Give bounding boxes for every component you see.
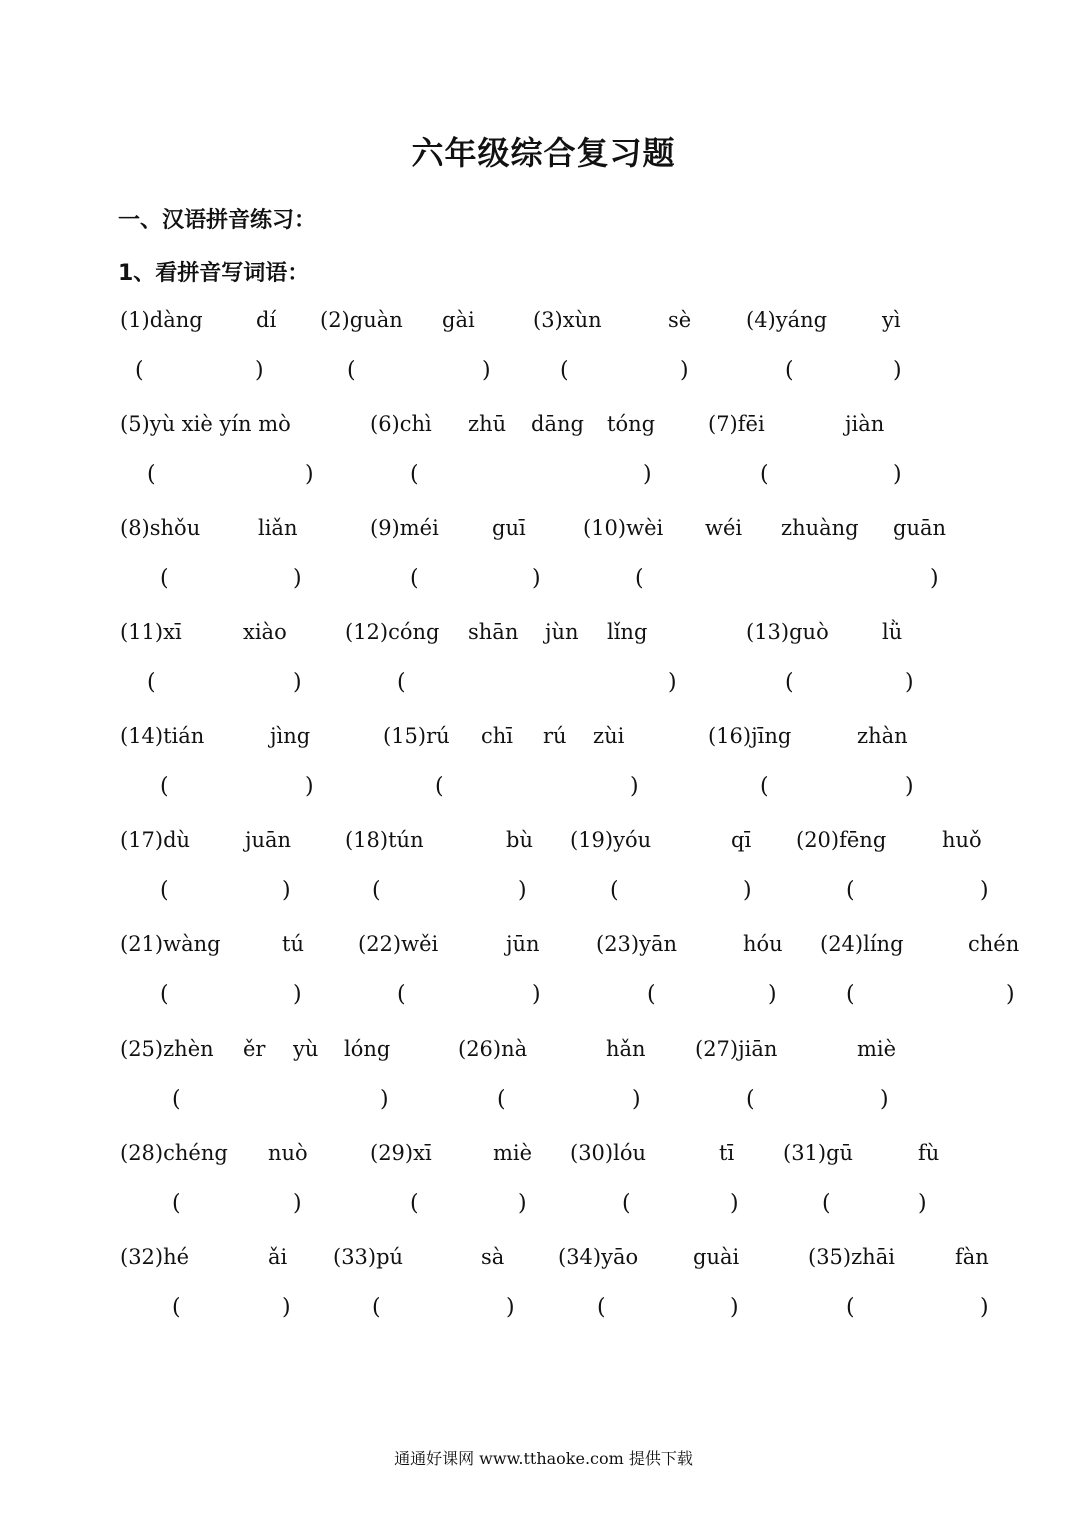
pinyin-word: dí — [256, 308, 277, 332]
answer-blank-close: ) — [305, 462, 314, 487]
pinyin-word: jūn — [506, 932, 540, 956]
answer-blank-open: ( — [785, 670, 794, 695]
answer-blank-close: ) — [255, 358, 264, 383]
answer-blank-close: ) — [980, 1295, 989, 1320]
answer-blank-open: ( — [147, 670, 156, 695]
answer-blank-close: ) — [506, 1295, 515, 1320]
answer-blank-close: ) — [532, 566, 541, 591]
pinyin-word: yì — [882, 308, 901, 332]
pinyin-word: lóng — [344, 1037, 391, 1061]
answer-blank-close: ) — [643, 462, 652, 487]
pinyin-word: tóng — [607, 412, 656, 436]
sub-heading: 1、看拼音写词语： — [118, 261, 310, 286]
answer-blank-open: ( — [647, 982, 656, 1007]
answer-blank-open: ( — [822, 1191, 831, 1216]
answer-blank-close: ) — [730, 1191, 739, 1216]
section-heading: 一、汉语拼音练习： — [118, 208, 317, 233]
pinyin-word: (35)zhāi — [808, 1245, 895, 1269]
answer-blank-close: ) — [482, 358, 491, 383]
pinyin-word: (22)wěi — [358, 932, 439, 956]
answer-blank-close: ) — [743, 878, 752, 903]
pinyin-word: tú — [282, 932, 304, 956]
pinyin-word: (1)dàng — [120, 308, 203, 332]
answer-blank-open: ( — [846, 982, 855, 1007]
answer-blank-open: ( — [372, 1295, 381, 1320]
answer-blank-close: ) — [293, 1191, 302, 1216]
pinyin-word: (25)zhèn — [120, 1037, 214, 1061]
pinyin-word: (29)xī — [370, 1141, 432, 1165]
pinyin-word: (23)yān — [596, 932, 678, 956]
pinyin-word: lǜ — [882, 620, 903, 644]
pinyin-word: (30)lóu — [570, 1141, 646, 1165]
answer-blank-open: ( — [160, 982, 169, 1007]
pinyin-word: sà — [481, 1245, 505, 1269]
answer-blank-close: ) — [980, 878, 989, 903]
answer-blank-close: ) — [632, 1087, 641, 1112]
answer-blank-open: ( — [785, 358, 794, 383]
pinyin-word: bù — [506, 828, 533, 852]
answer-blank-close: ) — [668, 670, 677, 695]
pinyin-word: xiào — [243, 620, 287, 644]
answer-blank-open: ( — [760, 774, 769, 799]
answer-blank-open: ( — [160, 566, 169, 591]
pinyin-word: (20)fēng — [796, 828, 887, 852]
pinyin-word: (8)shǒu — [120, 516, 201, 540]
answer-blank-open: ( — [172, 1087, 181, 1112]
answer-blank-close: ) — [680, 358, 689, 383]
answer-blank-open: ( — [610, 878, 619, 903]
pinyin-word: chī — [481, 724, 514, 748]
answer-blank-close: ) — [293, 566, 302, 591]
pinyin-word: wéi — [705, 516, 743, 540]
pinyin-word: yù — [293, 1037, 319, 1061]
pinyin-word: sè — [668, 308, 692, 332]
answer-blank-close: ) — [893, 358, 902, 383]
answer-blank-close: ) — [282, 878, 291, 903]
pinyin-word: (28)chéng — [120, 1141, 228, 1165]
pinyin-word: zùi — [593, 724, 625, 748]
answer-blank-close: ) — [630, 774, 639, 799]
pinyin-word: qī — [731, 828, 752, 852]
pinyin-word: zhū — [468, 412, 507, 436]
pinyin-word: guān — [893, 516, 947, 540]
pinyin-word: (12)cóng — [345, 620, 440, 644]
pinyin-word: jiàn — [845, 412, 885, 436]
pinyin-word: guài — [693, 1245, 740, 1269]
pinyin-word: tī — [719, 1141, 735, 1165]
pinyin-word: ǎi — [268, 1245, 288, 1269]
answer-blank-close: ) — [282, 1295, 291, 1320]
pinyin-word: (26)nà — [458, 1037, 528, 1061]
pinyin-word: (9)méi — [370, 516, 439, 540]
pinyin-word: guī — [492, 516, 526, 540]
answer-blank-open: ( — [435, 774, 444, 799]
pinyin-word: ěr — [243, 1037, 266, 1061]
pinyin-word: liǎn — [258, 516, 298, 540]
pinyin-word: (13)guò — [746, 620, 829, 644]
answer-blank-close: ) — [532, 982, 541, 1007]
answer-blank-close: ) — [768, 982, 777, 1007]
pinyin-word: jùn — [545, 620, 579, 644]
answer-blank-open: ( — [347, 358, 356, 383]
answer-blank-close: ) — [730, 1295, 739, 1320]
pinyin-word: chén — [968, 932, 1020, 956]
pinyin-word: dāng — [531, 412, 584, 436]
page-title: 六年级综合复习题 — [411, 134, 676, 172]
pinyin-word: (16)jīng — [708, 724, 792, 748]
pinyin-word: (31)gū — [783, 1141, 854, 1165]
answer-blank-close: ) — [518, 1191, 527, 1216]
pinyin-word: (6)chì — [370, 412, 432, 436]
answer-blank-close: ) — [293, 670, 302, 695]
pinyin-word: miè — [857, 1037, 897, 1061]
pinyin-word: (14)tián — [120, 724, 205, 748]
pinyin-word: juān — [245, 828, 292, 852]
pinyin-word: (17)dù — [120, 828, 191, 852]
pinyin-word: (2)guàn — [320, 308, 403, 332]
answer-blank-open: ( — [635, 566, 644, 591]
pinyin-word: hǎn — [606, 1037, 646, 1061]
answer-blank-open: ( — [147, 462, 156, 487]
pinyin-word: miè — [493, 1141, 533, 1165]
pinyin-word: (34)yāo — [558, 1245, 639, 1269]
answer-blank-close: ) — [380, 1087, 389, 1112]
answer-blank-close: ) — [305, 774, 314, 799]
pinyin-word: (5)yù xiè yín mò — [120, 412, 291, 436]
answer-blank-open: ( — [560, 358, 569, 383]
pinyin-word: (15)rú — [383, 724, 450, 748]
answer-blank-close: ) — [880, 1087, 889, 1112]
answer-blank-open: ( — [622, 1191, 631, 1216]
answer-blank-close: ) — [905, 774, 914, 799]
answer-blank-close: ) — [1006, 982, 1015, 1007]
pinyin-word: zhuàng — [781, 516, 859, 540]
answer-blank-open: ( — [410, 566, 419, 591]
pinyin-word: (32)hé — [120, 1245, 190, 1269]
pinyin-word: (3)xùn — [533, 308, 602, 332]
answer-blank-open: ( — [597, 1295, 606, 1320]
pinyin-word: zhàn — [857, 724, 908, 748]
pinyin-word: (4)yáng — [746, 308, 828, 332]
pinyin-word: huǒ — [942, 828, 982, 852]
answer-blank-open: ( — [397, 670, 406, 695]
pinyin-word: (18)tún — [345, 828, 424, 852]
pinyin-word: (21)wàng — [120, 932, 221, 956]
pinyin-word: fù — [918, 1141, 940, 1165]
pinyin-word: jìng — [270, 724, 311, 748]
pinyin-word: (27)jiān — [695, 1037, 778, 1061]
answer-blank-open: ( — [846, 1295, 855, 1320]
pinyin-word: lǐng — [607, 620, 648, 644]
answer-blank-open: ( — [846, 878, 855, 903]
answer-blank-open: ( — [410, 1191, 419, 1216]
answer-blank-open: ( — [160, 878, 169, 903]
answer-blank-open: ( — [372, 878, 381, 903]
answer-blank-open: ( — [497, 1087, 506, 1112]
pinyin-word: gài — [442, 308, 475, 332]
answer-blank-close: ) — [905, 670, 914, 695]
pinyin-word: (10)wèi — [583, 516, 664, 540]
pinyin-word: hóu — [743, 932, 783, 956]
answer-blank-open: ( — [410, 462, 419, 487]
pinyin-word: (11)xī — [120, 620, 182, 644]
pinyin-word: (19)yóu — [570, 828, 652, 852]
footer-credit: 通通好课网 www.tthaoke.com 提供下载 — [394, 1449, 693, 1468]
answer-blank-close: ) — [293, 982, 302, 1007]
answer-blank-open: ( — [397, 982, 406, 1007]
answer-blank-open: ( — [172, 1191, 181, 1216]
pinyin-word: shān — [468, 620, 519, 644]
pinyin-word: (24)líng — [820, 932, 904, 956]
pinyin-word: fàn — [955, 1245, 989, 1269]
answer-blank-close: ) — [893, 462, 902, 487]
pinyin-word: rú — [543, 724, 567, 748]
answer-blank-open: ( — [746, 1087, 755, 1112]
answer-blank-open: ( — [760, 462, 769, 487]
pinyin-word: nuò — [268, 1141, 308, 1165]
answer-blank-open: ( — [135, 358, 144, 383]
answer-blank-close: ) — [518, 878, 527, 903]
answer-blank-close: ) — [930, 566, 939, 591]
answer-blank-close: ) — [918, 1191, 927, 1216]
pinyin-word: (33)pú — [333, 1245, 404, 1269]
answer-blank-open: ( — [172, 1295, 181, 1320]
answer-blank-open: ( — [160, 774, 169, 799]
pinyin-word: (7)fēi — [708, 412, 765, 436]
